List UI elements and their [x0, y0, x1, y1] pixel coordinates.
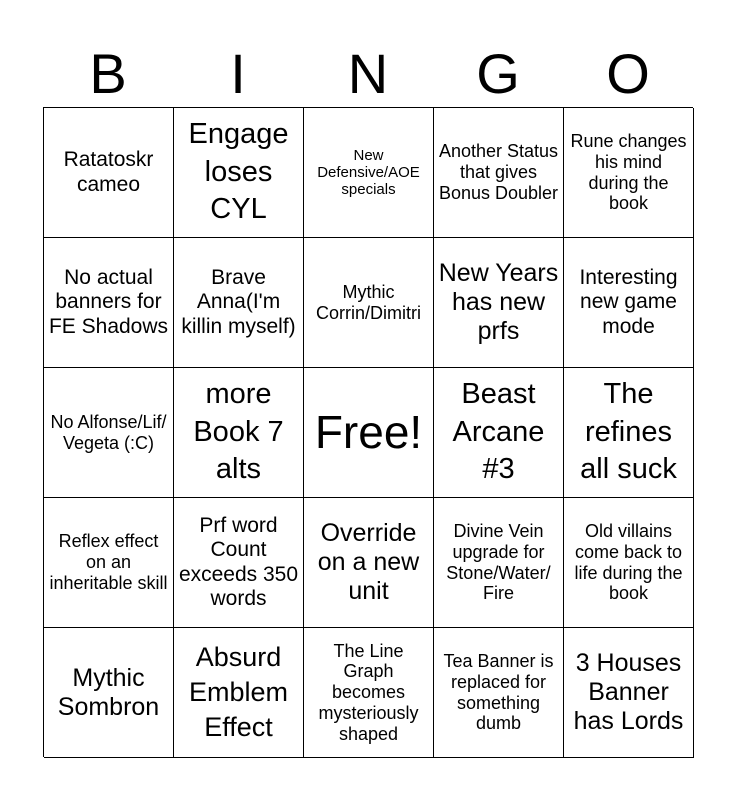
bingo-header: [43, 40, 693, 108]
cell-text: Engage loses CYL: [188, 117, 289, 226]
cell-text: Beast Arcane #3: [452, 377, 545, 486]
bingo-cell-r2c3[interactable]: [304, 238, 434, 368]
cell-text: Prf word Count exceeds 350 words: [178, 514, 299, 610]
cell-text: Ratatoskr cameo: [63, 148, 154, 196]
cell-text: more Book 7 alts: [193, 377, 284, 486]
bingo-cell-free[interactable]: [304, 368, 434, 498]
header-letter-b: B: [89, 42, 127, 105]
bingo-cell-r4c2[interactable]: [174, 498, 304, 628]
bingo-cell-r5c1[interactable]: [44, 628, 174, 758]
cell-text: New Defensive/AOE specials: [317, 146, 420, 199]
cell-text: 3 Houses Banner has Lords: [573, 649, 684, 735]
cell-text: Tea Banner is replaced for something dumb: [443, 651, 554, 734]
cell-text: Divine Vein upgrade for Stone/Water/ Fire: [446, 521, 551, 604]
bingo-cell-r1c2[interactable]: [174, 108, 304, 238]
bingo-cell-r1c4[interactable]: [434, 108, 564, 238]
cell-text: Old villains come back to life during the book: [574, 521, 683, 604]
bingo-cell-r3c2[interactable]: [174, 368, 304, 498]
cell-text: New Years has new prfs: [438, 259, 559, 345]
bingo-cell-r5c2[interactable]: [174, 628, 304, 758]
header-letter-o: O: [606, 42, 650, 105]
cell-text: Another Status that gives Bonus Doubler: [438, 141, 559, 203]
bingo-cell-r2c1[interactable]: [44, 238, 174, 368]
bingo-cell-r5c4[interactable]: [434, 628, 564, 758]
bingo-cell-r5c5[interactable]: [564, 628, 694, 758]
bingo-cell-r3c5[interactable]: [564, 368, 694, 498]
cell-text: Mythic Corrin/Dimitri: [316, 281, 421, 323]
bingo-cell-r1c1[interactable]: [44, 108, 174, 238]
bingo-cell-r4c4[interactable]: [434, 498, 564, 628]
cell-text: No actual banners for FE Shadows: [48, 266, 169, 338]
cell-text: Interesting new game mode: [579, 266, 678, 338]
cell-text: No Alfonse/Lif/ Vegeta (:C): [50, 411, 167, 453]
header-letter-g: G: [476, 42, 520, 105]
bingo-cell-r2c2[interactable]: [174, 238, 304, 368]
bingo-cell-r4c1[interactable]: [44, 498, 174, 628]
bingo-cell-r2c5[interactable]: [564, 238, 694, 368]
bingo-cell-r2c4[interactable]: [434, 238, 564, 368]
bingo-cell-r1c5[interactable]: [564, 108, 694, 238]
header-letter-n: N: [347, 42, 389, 105]
cell-text: The Line Graph becomes mysteriously shaped: [318, 640, 419, 744]
cell-text: Brave Anna(I'm killin myself): [181, 266, 296, 338]
bingo-cell-r3c1[interactable]: [44, 368, 174, 498]
cell-text: Rune changes his mind during the book: [570, 131, 687, 214]
free-space-text: Free!: [314, 406, 423, 459]
header-letter-i: I: [230, 42, 246, 105]
bingo-cell-r5c3[interactable]: [304, 628, 434, 758]
bingo-cell-r1c3[interactable]: [304, 108, 434, 238]
cell-text: The refines all suck: [580, 377, 677, 486]
bingo-cell-r4c5[interactable]: [564, 498, 694, 628]
bingo-cell-r4c3[interactable]: [304, 498, 434, 628]
cell-text: Override on a new unit: [317, 519, 420, 605]
cell-text: Absurd Emblem Effect: [188, 641, 289, 743]
cell-text: Mythic Sombron: [57, 663, 160, 721]
bingo-grid: [43, 107, 693, 757]
bingo-cell-r3c4[interactable]: [434, 368, 564, 498]
cell-text: Reflex effect on an inheritable skill: [49, 531, 168, 593]
